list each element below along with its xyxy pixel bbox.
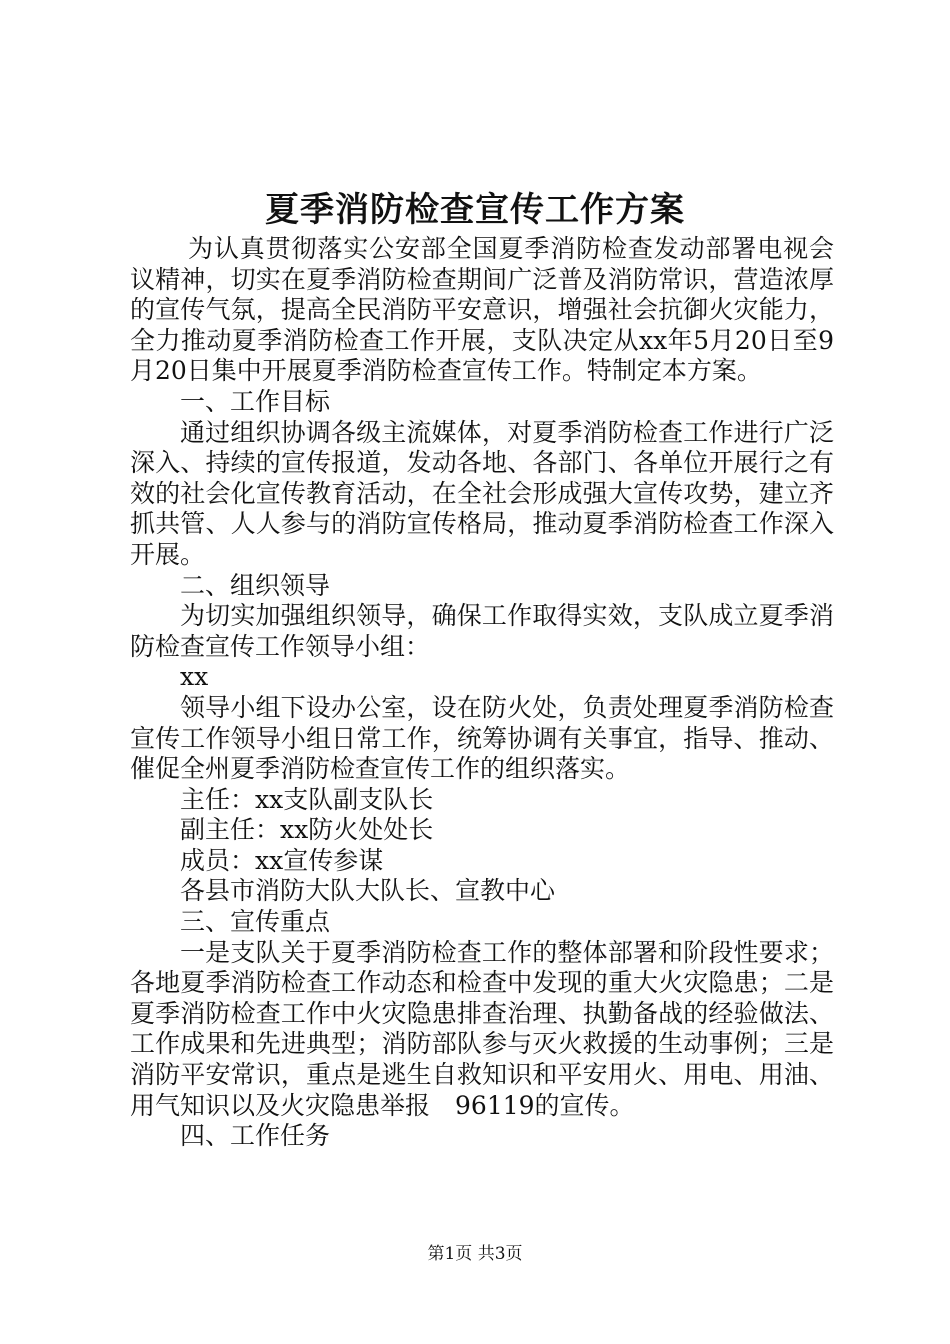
section-heading-tasks: 四、工作任务 <box>180 1121 331 1151</box>
page-footer: 第1页 共3页 <box>427 1244 523 1264</box>
focus-paragraph: 一是支队关于夏季消防检查工作的整体部署和阶段性要求；各地夏季消防检查工作动态和检查中发现的重大火灾隐患；二是夏季消防检查工作中火灾隐患排查治理、执勤备战的经验做法、工作成果和先进典型；消防部队参与灭火救援的生动事例；三是消防平安常识，重点是逃生自救知识和平安用火、用电、用油、用气知识以及火灾隐患举报 96119的宣传。 <box>130 937 834 1120</box>
section-heading-leadership: 二、组织领导 <box>180 570 331 600</box>
document-title: 夏季消防检查宣传工作方案 <box>265 190 685 230</box>
goals-paragraph: 通过组织协调各级主流媒体，对夏季消防检查工作进行广泛深入、持续的宣传报道，发动各地、各部门、各单位开展行之有效的社会化宣传教育活动，在全社会形成强大宣传攻势，建立齐抓共管、人人参与的消防宣传格局，推动夏季消防检查工作深入开展。 <box>130 417 834 569</box>
document-body <box>130 234 834 1152</box>
director-line: 主任：xx支队副支队长 <box>180 784 434 814</box>
leadership-placeholder: xx <box>180 662 209 692</box>
intro-paragraph: 为认真贯彻落实公安部全国夏季消防检查发动部署电视会议精神，切实在夏季消防检查期间广泛普及消防常识，营造浓厚的宣传气氛，提高全民消防平安意识，增强社会抗御火灾能力，全力推动夏季消防检查工作开展，支队决定从xx年5月20日至9月20日集中开展夏季消防检查宣传工作。特制定本方案。 <box>130 234 834 386</box>
deputy-director-line: 副主任：xx防火处处长 <box>180 815 434 845</box>
members-continued-line: 各县市消防大队大队长、宣教中心 <box>180 876 556 906</box>
members-line: 成员：xx宣传参谋 <box>180 845 384 875</box>
section-heading-goals: 一、工作目标 <box>180 386 331 416</box>
leadership-paragraph: 为切实加强组织领导，确保工作取得实效，支队成立夏季消防检查宣传工作领导小组： <box>130 601 834 661</box>
office-paragraph: 领导小组下设办公室，设在防火处，负责处理夏季消防检查宣传工作领导小组日常工作，统筹协调有关事宜，指导、推动、催促全州夏季消防检查宣传工作的组织落实。 <box>130 692 834 784</box>
section-heading-focus: 三、宣传重点 <box>180 907 331 937</box>
